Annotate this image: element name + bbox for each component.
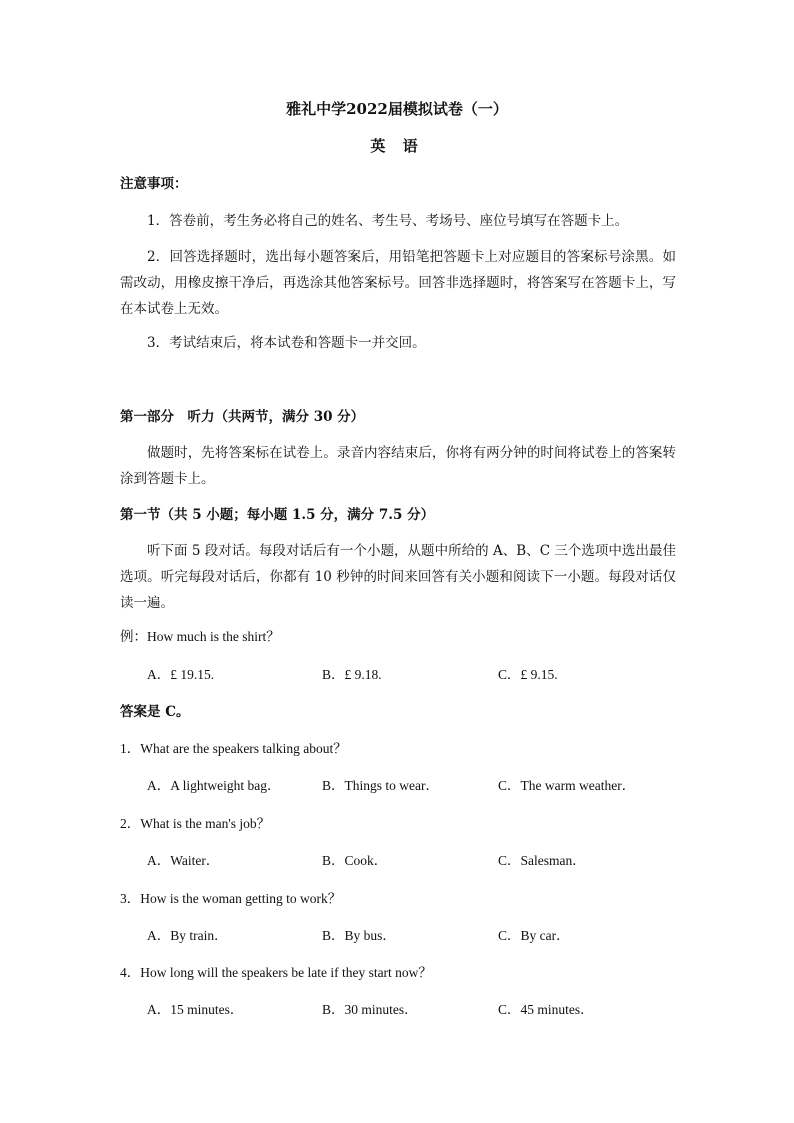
- question-1: 1．What are the speakers talking about？: [120, 741, 347, 756]
- question-3: 3．How is the woman getting to work？: [120, 891, 342, 906]
- question-4: 4．How long will the speakers be late if they start now？: [120, 965, 432, 980]
- question-2-option-a: A．Waiter．: [147, 853, 220, 868]
- example-option-b: B．£ 9.18.: [322, 667, 382, 682]
- example-answer: 答案是 C。: [120, 704, 190, 720]
- notice-item-2: 2．回答选择题时，选出每小题答案后，用铅笔把答题卡上对应题目的答案标号涂黑。如需改动，用橡皮擦干净后，再选涂其他答案标号。回答非选择题时，将答案写在答题卡上，写在本试卷上无效。: [120, 249, 676, 317]
- notice-item-1: 1．答卷前，考生务必将自己的姓名、考生号、考场号、座位号填写在答题卡上。: [147, 213, 629, 229]
- question-4-option-a: A．15 minutes．: [147, 1002, 244, 1017]
- notice-item-3: 3．考试结束后，将本试卷和答题卡一并交回。: [147, 335, 426, 351]
- question-2: 2．What is the man's job？: [120, 816, 271, 831]
- subject-title: 英 语: [370, 137, 424, 155]
- example-question: 例：How much is the shirt？: [120, 629, 280, 644]
- question-4-option-c: C．45 minutes．: [498, 1002, 594, 1017]
- exam-title: 雅礼中学2022届模拟试卷（一）: [286, 100, 508, 118]
- section1-instruction: 听下面 5 段对话。每段对话后有一个小题，从题中所给的 A、B、C 三个选项中选出最佳选项。听完每段对话后，你都有 10 秒钟的时间来回答有关小题和阅读下一小题。每段对话仅读一遍。: [120, 543, 676, 611]
- question-2-option-b: B．Cook．: [322, 853, 388, 868]
- example-option-c: C．£ 9.15.: [498, 667, 558, 682]
- question-1-option-c: C．The warm weather．: [498, 778, 636, 793]
- question-2-option-c: C．Salesman．: [498, 853, 586, 868]
- notice-heading: 注意事项：: [120, 176, 188, 192]
- part1-instruction: 做题时，先将答案标在试卷上。录音内容结束后，你将有两分钟的时间将试卷上的答案转涂到答题卡上。: [120, 445, 676, 487]
- question-1-option-a: A．A lightweight bag．: [147, 778, 281, 793]
- example-option-a: A．£ 19.15.: [147, 667, 215, 682]
- question-3-option-b: B．By bus．: [322, 928, 396, 943]
- question-3-option-a: A．By train．: [147, 928, 228, 943]
- section1-heading: 第一节（共 5 小题；每小题 1.5 分，满分 7.5 分）: [120, 507, 435, 523]
- question-3-option-c: C．By car．: [498, 928, 570, 943]
- question-4-option-b: B．30 minutes．: [322, 1002, 418, 1017]
- part1-heading: 第一部分 听力（共两节，满分 30 分）: [120, 409, 365, 425]
- question-1-option-b: B．Things to wear．: [322, 778, 439, 793]
